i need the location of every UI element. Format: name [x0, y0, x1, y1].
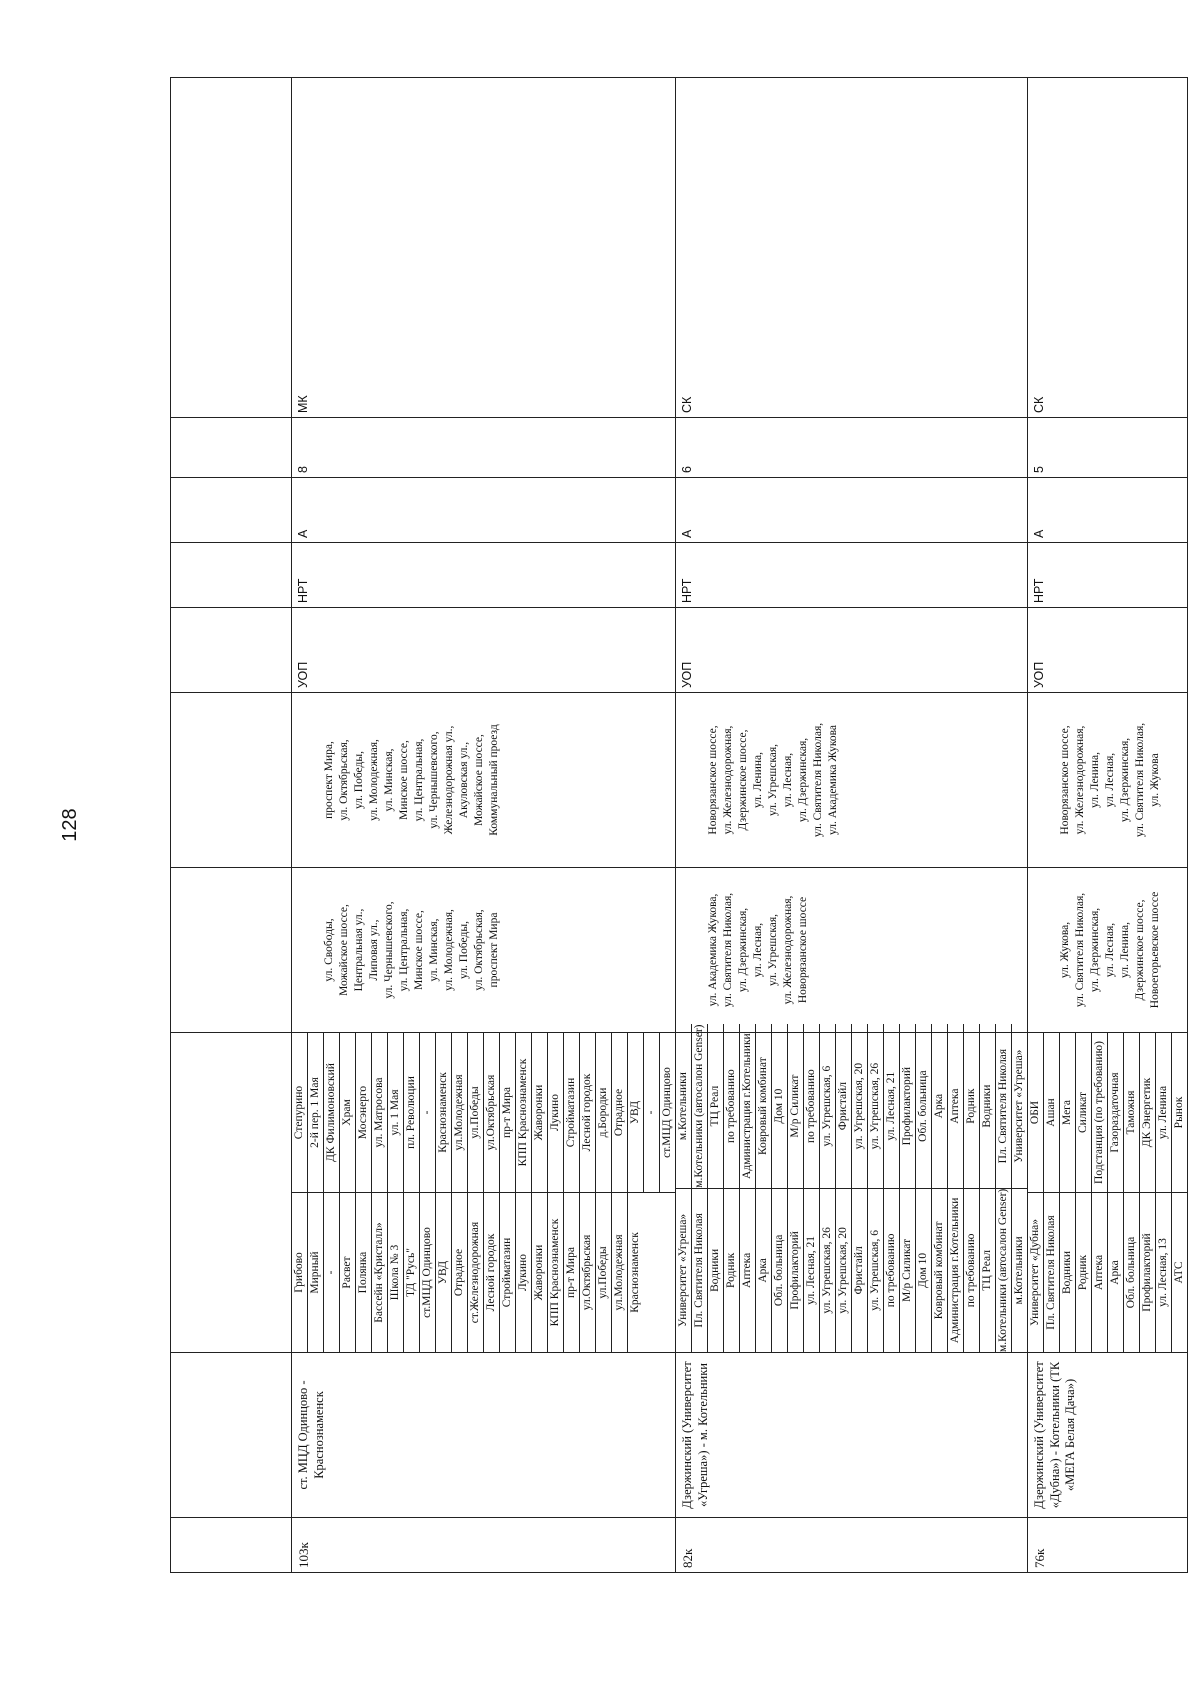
stop-item: Ковровый комбинат	[932, 1189, 948, 1352]
street-item: Минское шоссе,	[398, 740, 410, 820]
header-cell	[171, 1518, 292, 1573]
stop-item: м.Котельники	[1013, 1236, 1025, 1305]
street-item: ул. Минская,	[383, 748, 395, 812]
stop-item: Университет «Угреша»	[1013, 1049, 1025, 1163]
route-table-frame	[170, 118, 1185, 1573]
vehicle-type: СК	[1028, 78, 1188, 418]
route-table-sheet	[170, 118, 1185, 1573]
stop-item: Обл. больница	[916, 1025, 932, 1188]
street-item: Можайское шоссе,	[338, 904, 350, 996]
stop-item: Мега	[1060, 1033, 1076, 1192]
street-item: ул. Железнодорожная,	[1074, 725, 1086, 835]
vehicle-count: 5	[1028, 418, 1188, 478]
stop-item: Лукино	[548, 1033, 564, 1192]
stops-forward-list	[676, 1188, 1027, 1352]
route-number: 76к	[1028, 1518, 1188, 1573]
stop-item: ул. Угрешская, 6	[820, 1025, 836, 1188]
stop-item: Стройматазин	[500, 1193, 516, 1352]
stop-item: Лесной городок	[580, 1033, 596, 1192]
stop-item: Арка	[1108, 1193, 1124, 1352]
header-cell	[171, 78, 292, 418]
vehicle-class: А	[1028, 478, 1188, 543]
street-item: ул. Чернышевского,	[383, 901, 395, 999]
street-item: ул. Дзержинская,	[1089, 907, 1101, 993]
route-regime: УОП	[676, 608, 1028, 693]
street-item: ул. Центральная,	[398, 908, 410, 992]
stop-item: по требованию	[804, 1025, 820, 1188]
stop-item: Университет «Дубна»	[1028, 1193, 1044, 1352]
street-item: Дзержинское шоссе,	[1134, 899, 1146, 1001]
stop-item: ст.Железнодорожная	[468, 1193, 484, 1352]
stop-item: Арка	[756, 1189, 772, 1352]
street-item: ул. Дзержинская,	[797, 737, 809, 823]
stop-item: Пл. Святителя Николая	[692, 1189, 708, 1352]
stop-item: м.Котельники	[676, 1025, 692, 1188]
stop-item: Родник	[1076, 1193, 1092, 1352]
street-item: Центральная ул.,	[353, 908, 365, 992]
stop-item: ул. Лесная, 21	[884, 1025, 900, 1188]
stop-item: Администрация г.Котельники	[740, 1025, 756, 1188]
stop-item: Стройматазин	[564, 1033, 580, 1192]
street-item: Новорязанское шоссе,	[707, 725, 719, 835]
route-number: 82к	[676, 1518, 1028, 1573]
stops-backward-list	[676, 1025, 1027, 1188]
street-item: ул. Октябрьская,	[473, 909, 485, 991]
street-item: ул. Святителя Николая,	[1134, 722, 1146, 838]
route-regime: УОП	[1028, 608, 1188, 693]
street-item: ул. Академика Жукова	[827, 725, 839, 835]
stop-item: м.Котельники (автосалон Genser)	[996, 1189, 1012, 1352]
stops-cell	[292, 1033, 676, 1353]
header-cell	[171, 608, 292, 693]
stop-item: Силикат	[1076, 1033, 1092, 1192]
street-item: ул. Лесная,	[752, 922, 764, 978]
vehicle-type: СК	[676, 78, 1028, 418]
stop-item: ОБИ	[1028, 1033, 1044, 1192]
street-item: ул. Ленина,	[1089, 752, 1101, 809]
header-cell	[171, 1353, 292, 1518]
header-cell	[171, 418, 292, 478]
route-tariff: НРТ	[292, 543, 676, 608]
street-item: ул. Академика Жукова,	[707, 893, 719, 1007]
street-item: Дзержинское шоссе,	[737, 729, 749, 831]
stops-cell	[1028, 1033, 1188, 1353]
stop-item: ул. Лесная, 21	[804, 1189, 820, 1352]
street-item: Акуловская ул.,	[458, 741, 470, 819]
street-item: ул. Железнодорожная,	[722, 725, 734, 835]
stop-item: Лесной городок	[484, 1193, 500, 1352]
stop-item: Обл. больница	[1124, 1193, 1140, 1352]
stop-item: ул.Молодежная	[612, 1193, 628, 1352]
route-regime: УОП	[292, 608, 676, 693]
stop-item: Газораздаточная	[1108, 1033, 1124, 1192]
route-table	[170, 77, 1188, 1573]
stop-item: ДК Филимоновский	[324, 1033, 340, 1192]
stop-item: КПП Краснознаменск	[548, 1193, 564, 1352]
header-cell	[171, 693, 292, 868]
street-item: ул. Центральная,	[413, 738, 425, 822]
stop-item: -	[324, 1193, 340, 1352]
stop-item: Полянка	[356, 1193, 372, 1352]
stop-item: ул. Угрешская, 6	[868, 1189, 884, 1352]
stop-item: ул. Угрешская, 20	[852, 1025, 868, 1188]
stops-backward-list	[1028, 1033, 1187, 1192]
stop-item: Храм	[340, 1033, 356, 1192]
stop-item: Фристайл	[852, 1189, 868, 1352]
stops-backward-list	[292, 1033, 675, 1192]
stop-item: КПП Краснознаменск	[516, 1033, 532, 1192]
stop-item: Лукино	[516, 1193, 532, 1352]
streets-backward	[1028, 693, 1188, 868]
stop-item: Рынок	[1173, 1096, 1185, 1129]
stop-item: Краснознаменск	[629, 1232, 641, 1313]
stops-forward-list	[1028, 1192, 1187, 1352]
vehicle-type: МК	[292, 78, 676, 418]
vehicle-class: А	[676, 478, 1028, 543]
stop-item: Аптека	[740, 1189, 756, 1352]
stop-item: Школа № 3	[388, 1193, 404, 1352]
stops-cell	[676, 1024, 1028, 1353]
stop-item: УВД	[628, 1033, 644, 1192]
street-item: ул. Жукова	[1149, 753, 1161, 807]
stop-item: М/р Силикат	[900, 1189, 916, 1352]
vehicle-count: 8	[292, 418, 676, 478]
stops-columns	[292, 1033, 675, 1352]
stop-item: -	[644, 1033, 660, 1192]
stop-item: м.Котельники (автосалон Genser)	[692, 1025, 708, 1188]
stop-item: ст.МЦД Одинцово	[420, 1193, 436, 1352]
stop-item: Университет «Угреша»	[676, 1189, 692, 1352]
stop-item: Дом 10	[916, 1189, 932, 1352]
stop-item: ТЦ Реал	[708, 1025, 724, 1188]
stop-item: Бассейн «Кристалл»	[372, 1193, 388, 1352]
stop-item: Водники	[708, 1189, 724, 1352]
stop-item: М/р Силикат	[788, 1025, 804, 1188]
streets-forward	[292, 868, 676, 1033]
street-item: Минское шоссе,	[413, 910, 425, 990]
street-item: ул. Минская,	[428, 918, 440, 982]
streets-backward	[676, 693, 1028, 868]
stop-item: д.Бородки	[596, 1033, 612, 1192]
street-item: ул. Дзержинская,	[737, 907, 749, 993]
stop-item: ул.Молодежная	[452, 1033, 468, 1192]
street-item: ул. Молодежная,	[443, 909, 455, 991]
street-item: ул. Ленина,	[1119, 922, 1131, 979]
stop-item: по требованию	[724, 1025, 740, 1188]
stop-item: по требованию	[964, 1189, 980, 1352]
stop-item: Грибово	[292, 1193, 308, 1352]
stop-item: Ковровый комбинат	[756, 1025, 772, 1188]
stop-item: ул. Угрешская, 26	[820, 1189, 836, 1352]
street-item: ул. Победы,	[458, 921, 470, 979]
stop-item: ул. Угрешская, 26	[868, 1025, 884, 1188]
street-item: ул. Жукова,	[1059, 921, 1071, 979]
street-item: ул. Святителя Николая,	[722, 892, 734, 1008]
stop-item: Родник	[964, 1025, 980, 1188]
header-cell	[171, 543, 292, 608]
table-header-row	[171, 78, 292, 1573]
stop-item: Подстанция (по требованию)	[1092, 1033, 1108, 1192]
stop-item: ДК Энергетик	[1140, 1033, 1156, 1192]
stop-item: пр-т Мира	[500, 1033, 516, 1192]
stop-item: Отрадное	[452, 1193, 468, 1352]
street-item: ул. Победы,	[353, 751, 365, 809]
street-item: ул. Лесная,	[782, 752, 794, 808]
stop-item: ул. Матросова	[372, 1033, 388, 1192]
street-item: ул. Лесная,	[1104, 752, 1116, 808]
route-tariff: НРТ	[676, 543, 1028, 608]
stop-item: ул.Победы	[596, 1193, 612, 1352]
stop-item: ул. Лесная, 13	[1156, 1193, 1172, 1352]
header-cell	[171, 868, 292, 1033]
stop-item: Аптека	[948, 1025, 964, 1188]
street-item: ул. Молодежная,	[368, 739, 380, 821]
stop-item: Пл. Святителя Николая	[996, 1025, 1012, 1188]
stop-item: Водники	[980, 1025, 996, 1188]
stop-item: Родник	[724, 1189, 740, 1352]
stops-columns	[1028, 1033, 1187, 1352]
street-item: проспект Мира,	[323, 741, 335, 819]
stop-item: Ашан	[1044, 1033, 1060, 1192]
stop-item: Дом 10	[772, 1025, 788, 1188]
street-item: ул. Октябрьская,	[338, 739, 350, 821]
stop-item: ул.Октябрьская	[484, 1033, 500, 1192]
route-number: 103к	[292, 1518, 676, 1573]
stop-item: Профилакторий	[900, 1025, 916, 1188]
route-name: Дзержинский (Университет «Угреша») - м. Котельники	[676, 1353, 1028, 1518]
street-item: ул. Чернышевского,	[428, 731, 440, 829]
stop-item: АТС	[1173, 1261, 1185, 1284]
stop-item: Администрация г.Котельники	[948, 1189, 964, 1352]
route-name: Дзержинский (Университет «Дубна») - Котельники (ТК «МЕГА Белая Дача»)	[1028, 1353, 1188, 1518]
street-item: ул. Угрешская,	[767, 743, 779, 817]
stop-item: 2-й пер. 1 Мая	[308, 1033, 324, 1192]
route-tariff: НРТ	[1028, 543, 1188, 608]
vehicle-class: А	[292, 478, 676, 543]
stop-item: Аптека	[1092, 1193, 1108, 1352]
stop-item: Таможня	[1124, 1033, 1140, 1192]
stop-item: Расвет	[340, 1193, 356, 1352]
stop-item: по требованию	[884, 1189, 900, 1352]
street-item: Новоегорьевское шоссе	[1149, 891, 1161, 1009]
stop-item: ул.Победы	[468, 1033, 484, 1192]
stop-item: Арка	[932, 1025, 948, 1188]
header-cell	[171, 478, 292, 543]
stop-item: Обл. больница	[772, 1189, 788, 1352]
stop-item: Профилакторий	[1140, 1193, 1156, 1352]
stop-item: Степурино	[292, 1033, 308, 1192]
street-item: ул. Святителя Николая,	[812, 722, 824, 838]
stop-item: ул. Ленина	[1156, 1033, 1172, 1192]
stop-item: Отрадное	[612, 1033, 628, 1192]
route-name: ст. МЦД Одинцово - Краснознаменск	[292, 1353, 676, 1518]
street-item: ул. Святителя Николая,	[1074, 892, 1086, 1008]
street-item: Можайское шоссе,	[473, 734, 485, 826]
street-item: Новорязанское шоссе,	[1059, 725, 1071, 835]
stops-columns	[676, 1024, 1027, 1352]
stop-item: ул. 1 Мая	[388, 1033, 404, 1192]
stop-item: Жаворонки	[532, 1193, 548, 1352]
stops-forward-list	[292, 1192, 675, 1352]
stop-item: Профилакторий	[788, 1189, 804, 1352]
stop-item: Водники	[1060, 1193, 1076, 1352]
page-number: 128	[59, 808, 81, 842]
stop-item: Краснознаменск	[436, 1033, 452, 1192]
stop-item: Мирный	[308, 1193, 324, 1352]
stop-item: Фристайл	[836, 1025, 852, 1188]
stop-item: -	[420, 1033, 436, 1192]
route-row	[676, 78, 1028, 1573]
route-row	[1028, 78, 1188, 1573]
street-item: Железнодорожная ул.,	[443, 725, 455, 835]
street-item: ул. Ленина,	[752, 752, 764, 809]
streets-forward	[1028, 868, 1188, 1033]
street-item: ул. Железнодорожная,	[782, 895, 794, 1005]
stop-item: Жаворонки	[532, 1033, 548, 1192]
stop-item: ТД "Русь"	[404, 1193, 420, 1352]
street-item: ул. Дзержинская,	[1119, 737, 1131, 823]
header-cell	[171, 1033, 292, 1353]
stop-item: Мосэнерго	[356, 1033, 372, 1192]
stop-item: пл. Революции	[404, 1033, 420, 1192]
stop-item: ст.МЦД Одинцово	[661, 1067, 673, 1158]
stop-item: пр-т Мира	[564, 1193, 580, 1352]
street-item: Коммунальный проезд	[488, 724, 500, 836]
street-item: Липовая ул.,	[368, 919, 380, 981]
stop-item: ул. Угрешская, 20	[836, 1189, 852, 1352]
street-item: ул. Лесная,	[1104, 922, 1116, 978]
street-item: проспект Мира	[488, 912, 500, 988]
street-item: ул. Свободы,	[323, 918, 335, 982]
stop-item: УВД	[436, 1193, 452, 1352]
stop-item: ТЦ Реал	[980, 1189, 996, 1352]
stop-item: Пл. Святителя Николая	[1044, 1193, 1060, 1352]
vehicle-count: 6	[676, 418, 1028, 478]
streets-forward	[676, 868, 1028, 1033]
route-table-body	[171, 78, 1188, 1573]
route-row	[292, 78, 676, 1573]
streets-backward	[292, 693, 676, 868]
street-item: ул. Угрешская,	[767, 913, 779, 987]
street-item: Новорязанское шоссе	[797, 896, 809, 1004]
stop-item: ул.Октябрьская	[580, 1193, 596, 1352]
